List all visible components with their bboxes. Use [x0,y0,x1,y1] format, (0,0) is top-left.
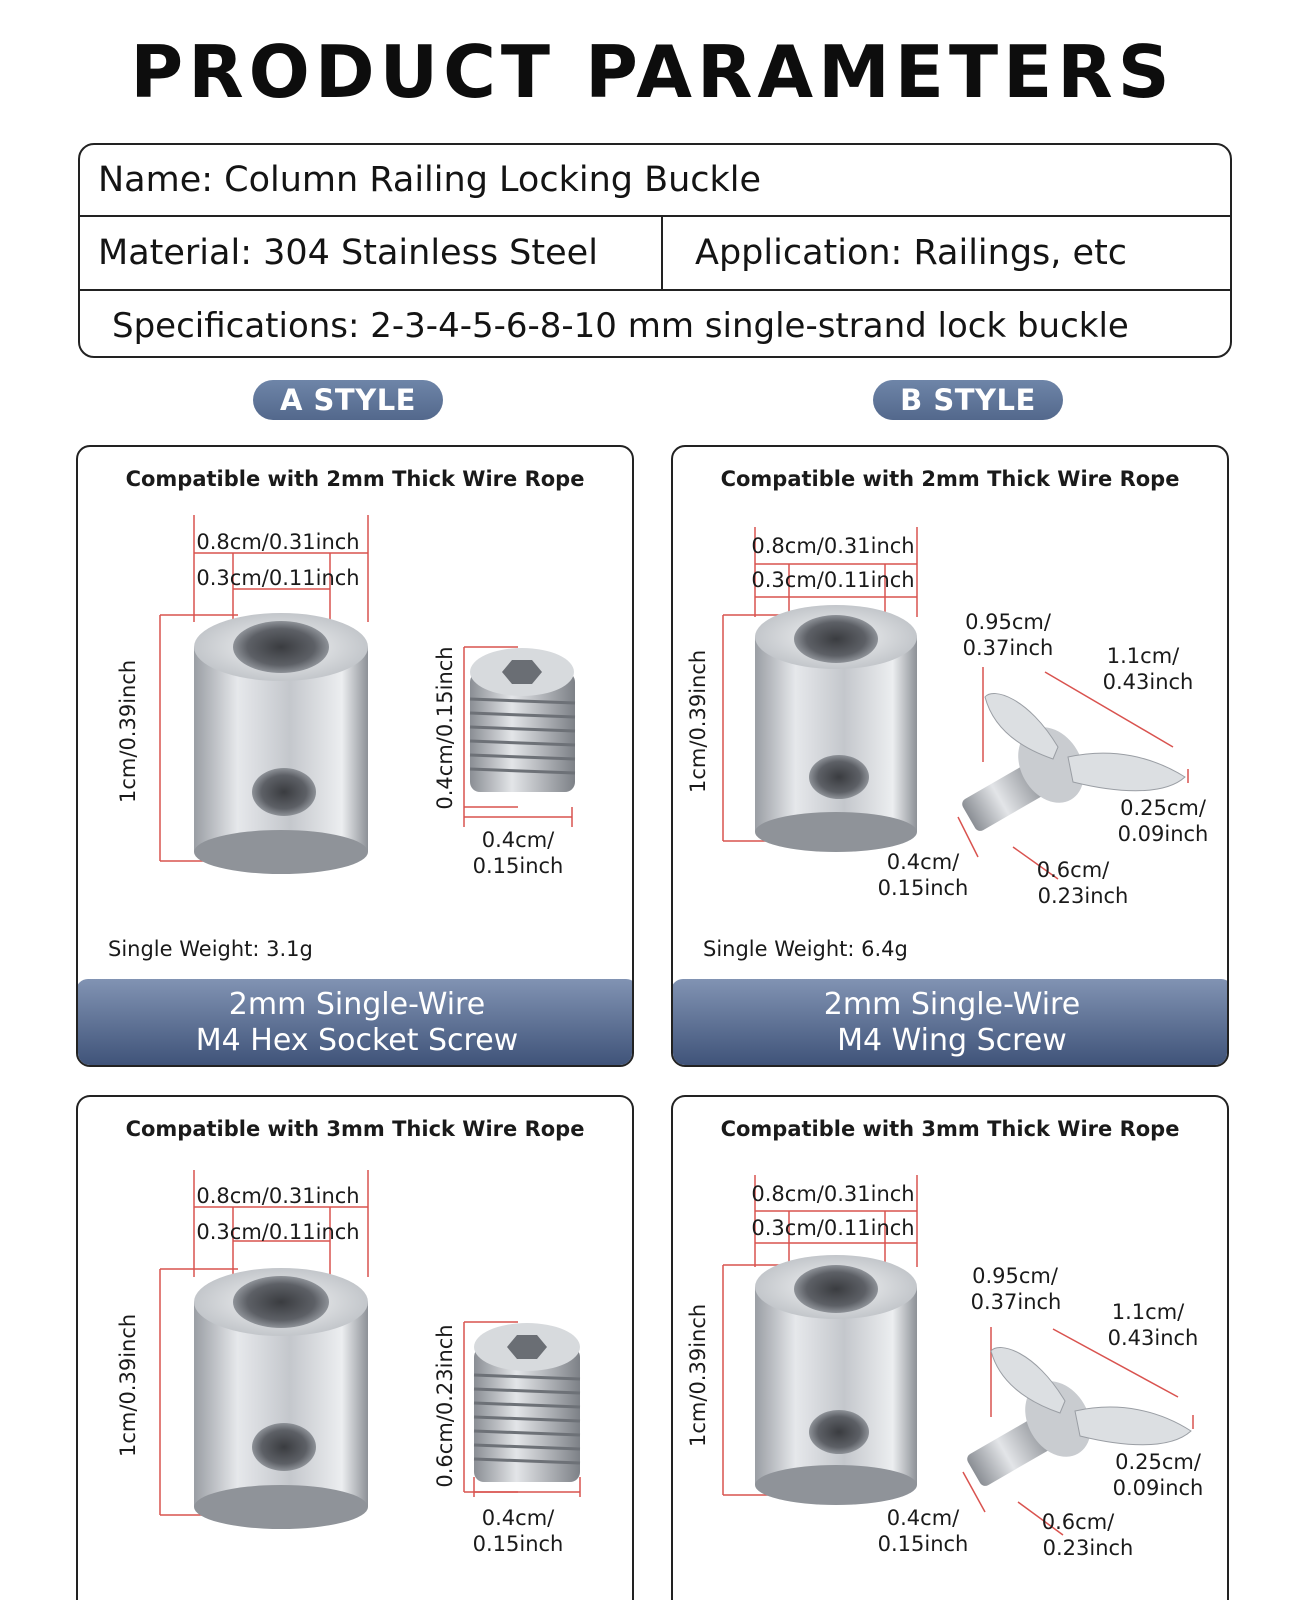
spec-divider [661,217,663,289]
dim-inner-width: 0.3cm/0.11inch [751,1216,915,1240]
dim-screw-height: 0.6cm/0.23inch [433,1324,457,1488]
dim-screw-dia-2: 0.15inch [877,1532,969,1556]
product-card-a-3mm [76,1095,634,1600]
spec-row-specifications [80,291,1230,358]
card-heading: Compatible with 2mm Thick Wire Rope [720,467,1180,491]
product-card-b-3mm [671,1095,1229,1600]
hex-screw [474,1323,580,1482]
card-band [76,979,634,1067]
dim-outer-width: 0.8cm/0.31inch [751,534,915,558]
dim-wing-thick-1: 0.25cm/ [1115,1450,1201,1474]
spec-application: Application: Railings, etc [695,233,1128,273]
dim-height: 1cm/0.39inch [686,1303,710,1447]
dim-screw-height: 0.4cm/0.15inch [433,646,457,810]
dim-outer-width: 0.8cm/0.31inch [751,1182,915,1206]
dim-wing-height-1: 0.95cm/ [965,610,1051,634]
spec-name: Name: Column Railing Locking Buckle [98,160,762,200]
band-line-1: 2mm Single-Wire [823,987,1081,1022]
buckle-body [194,1268,368,1529]
dim-screw-len-2: 0.23inch [1042,1536,1134,1560]
dim-inner-width: 0.3cm/0.11inch [751,568,915,592]
dim-wing-thick-2: 0.09inch [1117,822,1209,846]
dim-screw-width-1: 0.4cm/ [481,1506,555,1530]
dim-wing-span-1: 1.1cm/ [1111,1300,1185,1324]
single-weight: Single Weight: 6.4g [703,937,908,961]
dim-screw-len-1: 0.6cm/ [1041,1510,1115,1534]
dim-wing-thick-2: 0.09inch [1112,1476,1204,1500]
dim-wing-span-1: 1.1cm/ [1106,644,1180,668]
single-weight: Single Weight: 3.1g [108,937,313,961]
spec-material: Material: 304 Stainless Steel [98,233,598,273]
dim-height: 1cm/0.39inch [686,649,710,793]
dim-wing-span-2: 0.43inch [1107,1326,1199,1350]
dim-screw-len-2: 0.23inch [1037,884,1129,908]
dim-outer-width: 0.8cm/0.31inch [196,1184,360,1208]
product-card-a-2mm [76,445,634,1067]
product-card-b-2mm [671,445,1229,1067]
dim-screw-dia-2: 0.15inch [877,876,969,900]
band-line-1: 2mm Single-Wire [228,987,486,1022]
dim-screw-dia-1: 0.4cm/ [886,850,960,874]
card-band [671,979,1229,1067]
dim-wing-height-1: 0.95cm/ [972,1264,1058,1288]
dim-screw-width-1: 0.4cm/ [481,828,555,852]
a-style-label: A STYLE [253,380,443,420]
page-title: PRODUCT PARAMETERS [130,30,1175,114]
dim-wing-thick-1: 0.25cm/ [1120,796,1206,820]
spec-table [78,143,1232,358]
dim-height: 1cm/0.39inch [116,659,140,803]
card-heading: Compatible with 2mm Thick Wire Rope [125,467,585,491]
band-line-2: M4 Hex Socket Screw [195,1023,519,1058]
dim-screw-width-2: 0.15inch [472,1532,564,1556]
buckle-body [194,613,368,874]
band-line-2: M4 Wing Screw [837,1023,1067,1058]
dim-screw-width-2: 0.15inch [472,854,564,878]
dim-outer-width: 0.8cm/0.31inch [196,530,360,554]
dim-height: 1cm/0.39inch [116,1313,140,1457]
dim-inner-width: 0.3cm/0.11inch [196,1220,360,1244]
spec-specifications: Specifications: 2-3-4-5-6-8-10 mm single-strand lock buckle [112,305,1129,346]
buckle-body [755,1255,917,1505]
dim-screw-dia-1: 0.4cm/ [886,1506,960,1530]
dim-screw-len-1: 0.6cm/ [1036,858,1110,882]
b-style-label: B STYLE [873,380,1063,420]
buckle-body [755,605,917,852]
card-heading: Compatible with 3mm Thick Wire Rope [125,1117,585,1141]
dim-inner-width: 0.3cm/0.11inch [196,566,360,590]
spec-row-name [80,145,1230,217]
hex-screw [470,648,575,792]
card-heading: Compatible with 3mm Thick Wire Rope [720,1117,1180,1141]
dim-wing-height-2: 0.37inch [970,1290,1062,1314]
dim-wing-height-2: 0.37inch [962,636,1054,660]
dim-wing-span-2: 0.43inch [1102,670,1194,694]
spec-row-material [80,217,1230,291]
